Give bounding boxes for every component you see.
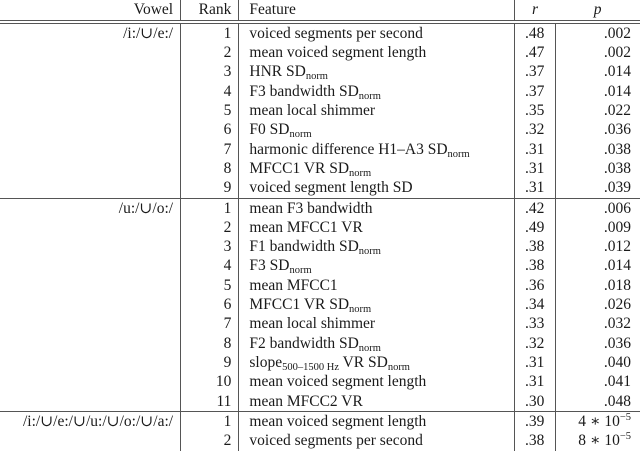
feature-subscript-2: norm [387, 361, 410, 373]
vowel-cell: /i:/∪/e:/ [123, 24, 174, 42]
feature-name: mean local shimmer [249, 315, 376, 333]
rank-cell: 4 [181, 257, 239, 276]
vowel-cell [0, 82, 181, 101]
r-cell: .39 [514, 411, 555, 431]
table-row [0, 411, 640, 431]
p-value: .002 [603, 24, 631, 42]
feature-name: MFCC1 VR SD [249, 159, 350, 177]
feature-subscript: norm [447, 148, 470, 160]
feature-name: mean voiced segment length [249, 373, 427, 391]
table-row [0, 314, 640, 333]
rank-cell: 8 [181, 334, 239, 353]
rank-cell: 7 [181, 314, 239, 333]
vowel-cell [0, 372, 181, 391]
p-cell [555, 431, 640, 450]
vowel-cell [0, 353, 181, 372]
feature-cell [239, 140, 514, 159]
feature-cell [239, 22, 514, 43]
vowel-cell [0, 159, 181, 178]
feature-cell [239, 314, 514, 333]
p-cell [555, 334, 640, 353]
p-value: .014 [603, 82, 631, 100]
rank-cell: 5 [181, 101, 239, 120]
p-value: .026 [603, 296, 631, 314]
p-value: 4 ∗ 10 [578, 412, 620, 430]
p-cell [555, 22, 640, 43]
table-row [0, 372, 640, 391]
r-cell: .31 [514, 353, 555, 372]
feature-name: voiced segments per second [249, 432, 423, 450]
p-value: .002 [603, 44, 631, 62]
p-value: .018 [603, 276, 631, 294]
p-value: .041 [603, 373, 631, 391]
rank-cell: 8 [181, 159, 239, 178]
vowel-cell: /u:/∪/o:/ [0, 198, 181, 218]
p-value: .032 [603, 315, 631, 333]
feature-name: slope [249, 353, 283, 371]
vowel-cell [0, 237, 181, 256]
feature-cell [239, 372, 514, 391]
header-rank: Rank [181, 0, 239, 22]
rank-cell: 9 [181, 353, 239, 372]
table-row [0, 120, 640, 139]
r-cell: .31 [514, 178, 555, 198]
feature-cell [239, 295, 514, 314]
p-cell [555, 314, 640, 333]
feature-name: HNR SD [249, 63, 306, 81]
rank-cell: 5 [181, 276, 239, 295]
p-cell [555, 257, 640, 276]
p-value: .040 [603, 353, 631, 371]
feature-cell [239, 411, 514, 431]
p-cell [555, 392, 640, 412]
p-value: 8 ∗ 10 [578, 432, 620, 450]
p-exponent: −5 [619, 431, 631, 443]
r-cell: .33 [514, 314, 555, 333]
feature-cell [239, 257, 514, 276]
r-cell: .32 [514, 334, 555, 353]
p-cell [555, 276, 640, 295]
feature-subscript: norm [289, 129, 312, 141]
rank-cell: 1 [181, 22, 239, 43]
feature-cell [239, 218, 514, 237]
vowel-cell [0, 218, 181, 237]
rank-cell: 2 [181, 218, 239, 237]
r-cell: .34 [514, 295, 555, 314]
r-cell: .38 [514, 431, 555, 450]
p-value: .036 [603, 334, 631, 352]
table-row [0, 353, 640, 372]
feature-subscript: norm [349, 167, 372, 179]
table-row [0, 392, 640, 412]
feature-cell [239, 198, 514, 218]
rank-cell: 2 [181, 43, 239, 62]
r-cell: .31 [514, 140, 555, 159]
header-vowel: Vowel [133, 1, 174, 19]
rank-cell: 11 [181, 392, 239, 412]
r-cell: .48 [514, 22, 555, 43]
table-row [0, 431, 640, 450]
feature-subscript: norm [358, 342, 381, 354]
r-cell: .35 [514, 101, 555, 120]
feature-cell [239, 392, 514, 412]
feature-subscript: norm [358, 90, 381, 102]
vowel-cell [0, 178, 181, 198]
vowel-cell [0, 295, 181, 314]
r-cell: .37 [514, 63, 555, 82]
feature-name: mean local shimmer [249, 102, 376, 120]
p-cell [555, 353, 640, 372]
feature-cell [239, 431, 514, 450]
rank-cell: 10 [181, 372, 239, 391]
header-p: p [593, 1, 602, 19]
feature-subscript: 500–1500 Hz [282, 361, 339, 373]
feature-name: mean MFCC2 VR [249, 392, 363, 410]
feature-name: voiced segments per second [249, 24, 423, 42]
feature-subscript: norm [289, 265, 312, 277]
rank-cell: 6 [181, 295, 239, 314]
feature-name: mean MFCC1 [249, 276, 338, 294]
rank-cell: 9 [181, 178, 239, 198]
feature-name: mean voiced segment length [249, 44, 427, 62]
table-row [0, 218, 640, 237]
p-cell [555, 372, 640, 391]
table-row [0, 43, 640, 62]
feature-cell [239, 101, 514, 120]
p-cell [555, 237, 640, 256]
rank-cell: 4 [181, 82, 239, 101]
feature-subscript: norm [305, 71, 328, 83]
feature-name: MFCC1 VR SD [249, 296, 350, 314]
table-row [0, 257, 640, 276]
p-cell [555, 295, 640, 314]
feature-subscript: norm [358, 246, 381, 258]
feature-name: mean voiced segment length [249, 412, 427, 430]
p-cell [555, 43, 640, 62]
rank-cell: 1 [181, 411, 239, 431]
p-value: .022 [603, 102, 631, 120]
p-value: .038 [603, 140, 631, 158]
vowel-cell [0, 43, 181, 62]
rank-cell: 7 [181, 140, 239, 159]
feature-name: F1 bandwidth SD [249, 238, 359, 256]
vowel-cell [0, 101, 181, 120]
feature-name: mean F3 bandwidth [249, 199, 373, 217]
feature-cell [239, 276, 514, 295]
feature-name: harmonic difference H1–A3 SD [249, 140, 448, 158]
feature-cell [239, 82, 514, 101]
r-cell: .38 [514, 237, 555, 256]
rank-cell: 1 [181, 198, 239, 218]
feature-subscript: norm [349, 304, 372, 316]
r-cell: .47 [514, 43, 555, 62]
feature-cell [239, 43, 514, 62]
feature-name: F3 bandwidth SD [249, 82, 359, 100]
vowel-cell: /i:/∪/e:/∪/u:/∪/o:/∪/a:/ [0, 411, 181, 431]
table-row [0, 101, 640, 120]
feature-name: F3 SD [249, 257, 290, 275]
r-cell: .31 [514, 159, 555, 178]
p-value: .014 [603, 257, 631, 275]
p-value: .006 [603, 199, 631, 217]
p-value: .012 [603, 238, 631, 256]
p-value: .009 [603, 218, 631, 236]
p-cell [555, 140, 640, 159]
feature-cell [239, 334, 514, 353]
r-cell: .36 [514, 276, 555, 295]
r-cell: .38 [514, 257, 555, 276]
table-row [0, 295, 640, 314]
feature-cell [239, 178, 514, 198]
feature-suffix: VR SD [338, 353, 388, 371]
feature-name: voiced segment length SD [249, 179, 413, 197]
p-cell [555, 178, 640, 198]
r-cell: .32 [514, 120, 555, 139]
feature-cell [239, 120, 514, 139]
p-value: .036 [603, 121, 631, 139]
r-cell: .42 [514, 198, 555, 218]
vowel-cell [0, 276, 181, 295]
vowel-cell [0, 257, 181, 276]
rank-cell: 2 [181, 431, 239, 450]
table-row [0, 198, 640, 218]
table-body [0, 22, 640, 451]
rank-cell: 6 [181, 120, 239, 139]
p-value: .048 [603, 392, 631, 410]
header-feature: Feature [239, 0, 514, 22]
r-cell: .30 [514, 392, 555, 412]
p-cell [555, 63, 640, 82]
table-row [0, 237, 640, 256]
vowel-cell [0, 334, 181, 353]
header-row [0, 0, 640, 22]
header-r: r [514, 0, 555, 22]
table-row [0, 159, 640, 178]
table-row [0, 178, 640, 198]
r-cell: .37 [514, 82, 555, 101]
vowel-cell [0, 140, 181, 159]
p-cell [555, 198, 640, 218]
p-exponent: −5 [619, 411, 631, 423]
vowel-cell [0, 431, 181, 450]
rank-cell: 3 [181, 63, 239, 82]
vowel-cell [0, 314, 181, 333]
feature-name: F2 bandwidth SD [249, 334, 359, 352]
r-cell: .49 [514, 218, 555, 237]
p-value: .039 [603, 179, 631, 197]
feature-cell [239, 237, 514, 256]
table-row [0, 82, 640, 101]
table-row [0, 276, 640, 295]
p-cell [555, 101, 640, 120]
table-row [0, 63, 640, 82]
r-cell: .31 [514, 372, 555, 391]
p-cell [555, 159, 640, 178]
vowel-cell [0, 63, 181, 82]
table-row [0, 22, 640, 43]
feature-cell [239, 353, 514, 372]
feature-name: F0 SD [249, 121, 290, 139]
p-cell [555, 218, 640, 237]
table-row [0, 140, 640, 159]
p-cell [555, 82, 640, 101]
feature-name: mean MFCC1 VR [249, 218, 363, 236]
feature-cell [239, 159, 514, 178]
p-value: .038 [603, 159, 631, 177]
feature-cell [239, 63, 514, 82]
vowel-cell [0, 392, 181, 412]
vowel-cell [0, 120, 181, 139]
p-cell [555, 120, 640, 139]
p-value: .014 [603, 63, 631, 81]
p-cell [555, 411, 640, 431]
rank-cell: 3 [181, 237, 239, 256]
table-row [0, 334, 640, 353]
